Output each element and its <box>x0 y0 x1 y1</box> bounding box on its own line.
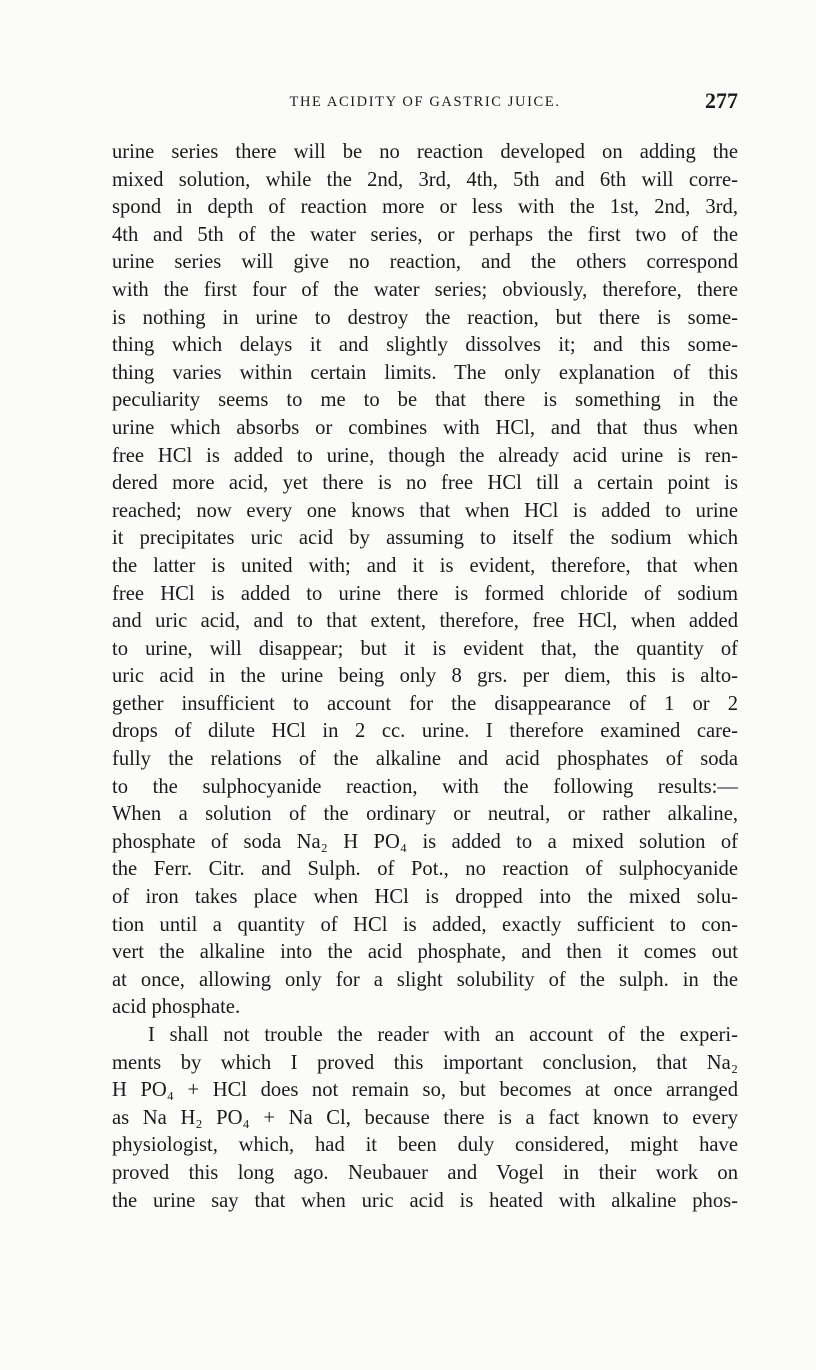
text-line: When a solution of the ordinary or neutral, or rather alkaline, <box>112 803 738 826</box>
text-line: of iron takes place when HCl is dropped into the mixed solu- <box>112 886 738 909</box>
text-line: reached; now every one knows that when HCl is added to urine <box>112 499 738 522</box>
text-line: tion until a quantity of HCl is added, exactly sufficient to con- <box>112 913 738 936</box>
text-line: 4th and 5th of the water series, or perhaps the first two of the <box>112 223 738 246</box>
text-line: the Ferr. Citr. and Sulph. of Pot., no reaction of sulphocyanide <box>112 858 738 881</box>
running-header <box>112 88 738 118</box>
text-line: thing which delays it and slightly dissolves it; and this some- <box>112 334 738 357</box>
text-line: spond in depth of reaction more or less with the 1st, 2nd, 3rd, <box>112 196 738 219</box>
text-line: and uric acid, and to that extent, therefore, free HCl, when added <box>112 610 738 633</box>
text-line: to urine, will disappear; but it is evident that, the quantity of <box>112 637 738 660</box>
text-line: free HCl is added to urine there is formed chloride of sodium <box>112 582 738 605</box>
body-text <box>112 139 738 1215</box>
text-line: proved this long ago. Neubauer and Vogel in their work on <box>112 1161 738 1184</box>
text-line: H PO₄ + HCl does not remain so, but becomes at once arranged <box>112 1079 738 1102</box>
text-line: uric acid in the urine being only 8 grs. per diem, this is alto- <box>112 665 738 688</box>
text-line: at once, allowing only for a slight solubility of the sulph. in the <box>112 968 738 991</box>
text-line: mixed solution, while the 2nd, 3rd, 4th, 5th and 6th will corre- <box>112 168 738 191</box>
text-line: vert the alkaline into the acid phosphate, and then it comes out <box>112 941 738 964</box>
text-line: fully the relations of the alkaline and acid phosphates of soda <box>112 748 738 771</box>
text-line: urine which absorbs or combines with HCl, and that thus when <box>112 416 738 439</box>
text-line: the latter is united with; and it is evident, therefore, that when <box>112 554 738 577</box>
running-title: THE ACIDITY OF GASTRIC JUICE. <box>289 94 561 110</box>
text-line: physiologist, which, had it been duly considered, might have <box>112 1134 738 1157</box>
page-number: 277 <box>705 88 738 113</box>
text-line: drops of dilute HCl in 2 cc. urine. I therefore examined care- <box>112 720 738 743</box>
text-line: gether insufficient to account for the disappearance of 1 or 2 <box>112 692 738 715</box>
text-line: peculiarity seems to me to be that there is something in the <box>112 389 738 412</box>
text-line: is nothing in urine to destroy the reaction, but there is some- <box>112 306 738 329</box>
paragraph <box>112 1022 738 1215</box>
text-line: urine series will give no reaction, and the others correspond <box>112 251 738 274</box>
text-line: acid phosphate. <box>112 996 241 1019</box>
text-line: thing varies within certain limits. The only explanation of this <box>112 361 738 384</box>
text-line: I shall not trouble the reader with an account of the experi- <box>148 1024 738 1046</box>
text-line: it precipitates uric acid by assuming to itself the sodium which <box>112 527 738 550</box>
text-line: to the sulphocyanide reaction, with the following results:— <box>112 775 738 798</box>
text-line: with the first four of the water series; obviously, therefore, there <box>112 278 738 301</box>
text-line: phosphate of soda Na₂ H PO₄ is added to a mixed solution of <box>112 830 738 853</box>
text-line: urine series there will be no reaction developed on adding the <box>112 141 738 163</box>
text-line: as Na H₂ PO₄ + Na Cl, because there is a fact known to every <box>112 1106 738 1129</box>
text-line: ments by which I proved this important conclusion, that Na₂ <box>112 1051 738 1074</box>
text-line: the urine say that when uric acid is heated with alkaline phos- <box>112 1189 738 1212</box>
text-line: free HCl is added to urine, though the already acid urine is ren- <box>112 444 738 467</box>
text-line: dered more acid, yet there is no free HCl till a certain point is <box>112 472 738 495</box>
paragraph <box>112 139 738 1022</box>
